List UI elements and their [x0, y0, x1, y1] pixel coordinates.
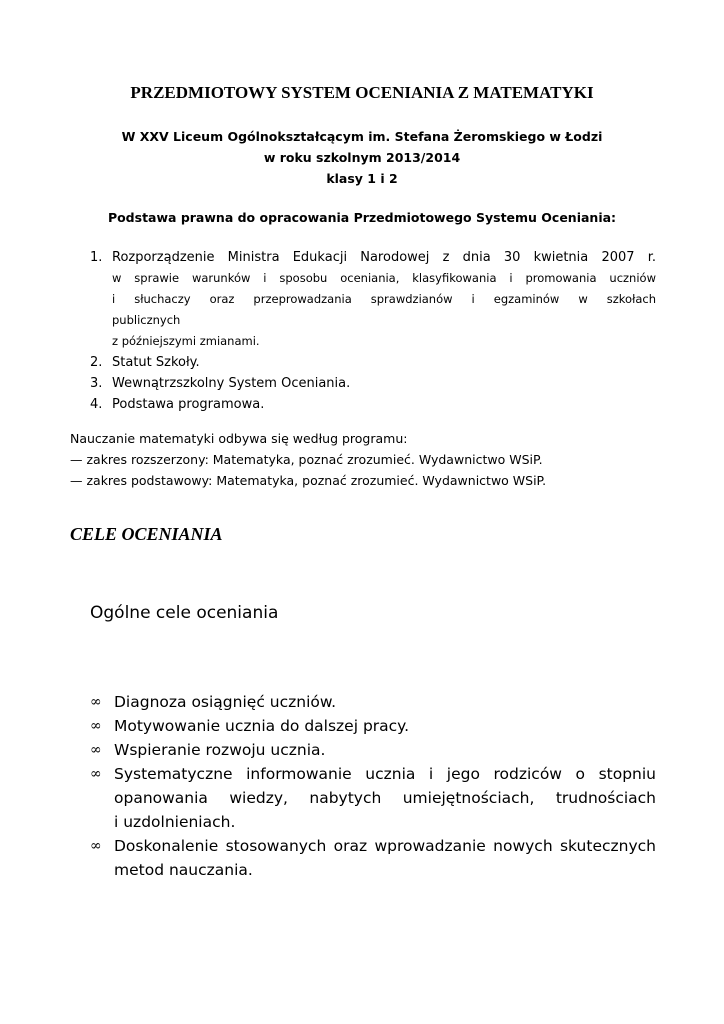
school-line: W XXV Liceum Ogólnokształcącym im. Stefana Żeromskiego w Łodzi	[121, 129, 603, 144]
infinity-bullet-icon: ∞	[90, 742, 102, 758]
program-basic: — zakres podstawowy: Matematyka, poznać zrozumieć. Wydawnictwo WSiP.	[70, 473, 547, 488]
legal-item-number: 4.	[90, 397, 103, 412]
legal-item-number: 3.	[90, 376, 103, 391]
year-line: w roku szkolnym 2013/2014	[263, 150, 461, 165]
goal-item	[90, 714, 656, 738]
infinity-bullet-icon: ∞	[90, 838, 102, 854]
goal-item	[90, 690, 656, 714]
legal-item-line: publicznych	[112, 313, 181, 327]
program-extended: — zakres rozszerzony: Matematyka, poznać zrozumieć. Wydawnictwo WSiP.	[70, 452, 543, 467]
goal-line: metod nauczania.	[114, 861, 253, 879]
goal-item	[90, 834, 656, 882]
goal-line: Motywowanie ucznia do dalszej pracy.	[114, 717, 410, 735]
legal-item-line: i słuchaczy oraz przeprowadzania sprawdzianów i egzaminów w szkołach	[112, 292, 656, 306]
legal-item-line: Statut Szkoły.	[112, 355, 200, 370]
program-block	[70, 428, 546, 491]
legal-basis-heading: Podstawa prawna do opracowania Przedmiotowego Systemu Oceniania:	[107, 210, 617, 225]
infinity-bullet-icon: ∞	[90, 694, 102, 710]
legal-item-number: 1.	[90, 250, 103, 265]
legal-item-line: w sprawie warunków i sposobu oceniania, klasyfikowania i promowania uczniów	[112, 271, 656, 285]
goal-line: i uzdolnieniach.	[114, 813, 236, 831]
infinity-bullet-icon: ∞	[90, 718, 102, 734]
goal-item	[90, 762, 656, 834]
document-title: PRZEDMIOTOWY SYSTEM OCENIANIA Z MATEMATYKI	[130, 83, 594, 102]
legal-basis-list	[90, 247, 656, 415]
goal-line: Diagnoza osiągnięć uczniów.	[114, 693, 337, 711]
classes-line: klasy 1 i 2	[326, 171, 398, 186]
subsection-heading: Ogólne cele oceniania	[90, 603, 279, 623]
goal-line: Wspieranie rozwoju ucznia.	[114, 741, 326, 759]
goals-list	[90, 690, 656, 882]
legal-item	[90, 352, 656, 373]
legal-item-line: z późniejszymi zmianami.	[112, 334, 260, 348]
goal-item	[90, 738, 656, 762]
legal-item-line: Wewnątrzszkolny System Oceniania.	[112, 376, 351, 391]
goal-line: Systematyczne informowanie ucznia i jego rodziców o stopniu	[114, 765, 656, 783]
program-intro: Nauczanie matematyki odbywa się według programu:	[70, 431, 408, 446]
goal-line: Doskonalenie stosowanych oraz wprowadzanie nowych skutecznych	[114, 837, 656, 855]
legal-item-line: Podstawa programowa.	[112, 397, 265, 412]
legal-item-line: Rozporządzenie Ministra Edukacji Narodowej z dnia 30 kwietnia 2007 r.	[112, 250, 656, 265]
legal-item-number: 2.	[90, 355, 103, 370]
infinity-bullet-icon: ∞	[90, 766, 102, 782]
legal-item	[90, 394, 656, 415]
section-heading: CELE OCENIANIA	[70, 524, 223, 544]
legal-item	[90, 247, 656, 352]
goal-line: opanowania wiedzy, nabytych umiejętnościach, trudnościach	[114, 789, 656, 807]
legal-item	[90, 373, 656, 394]
